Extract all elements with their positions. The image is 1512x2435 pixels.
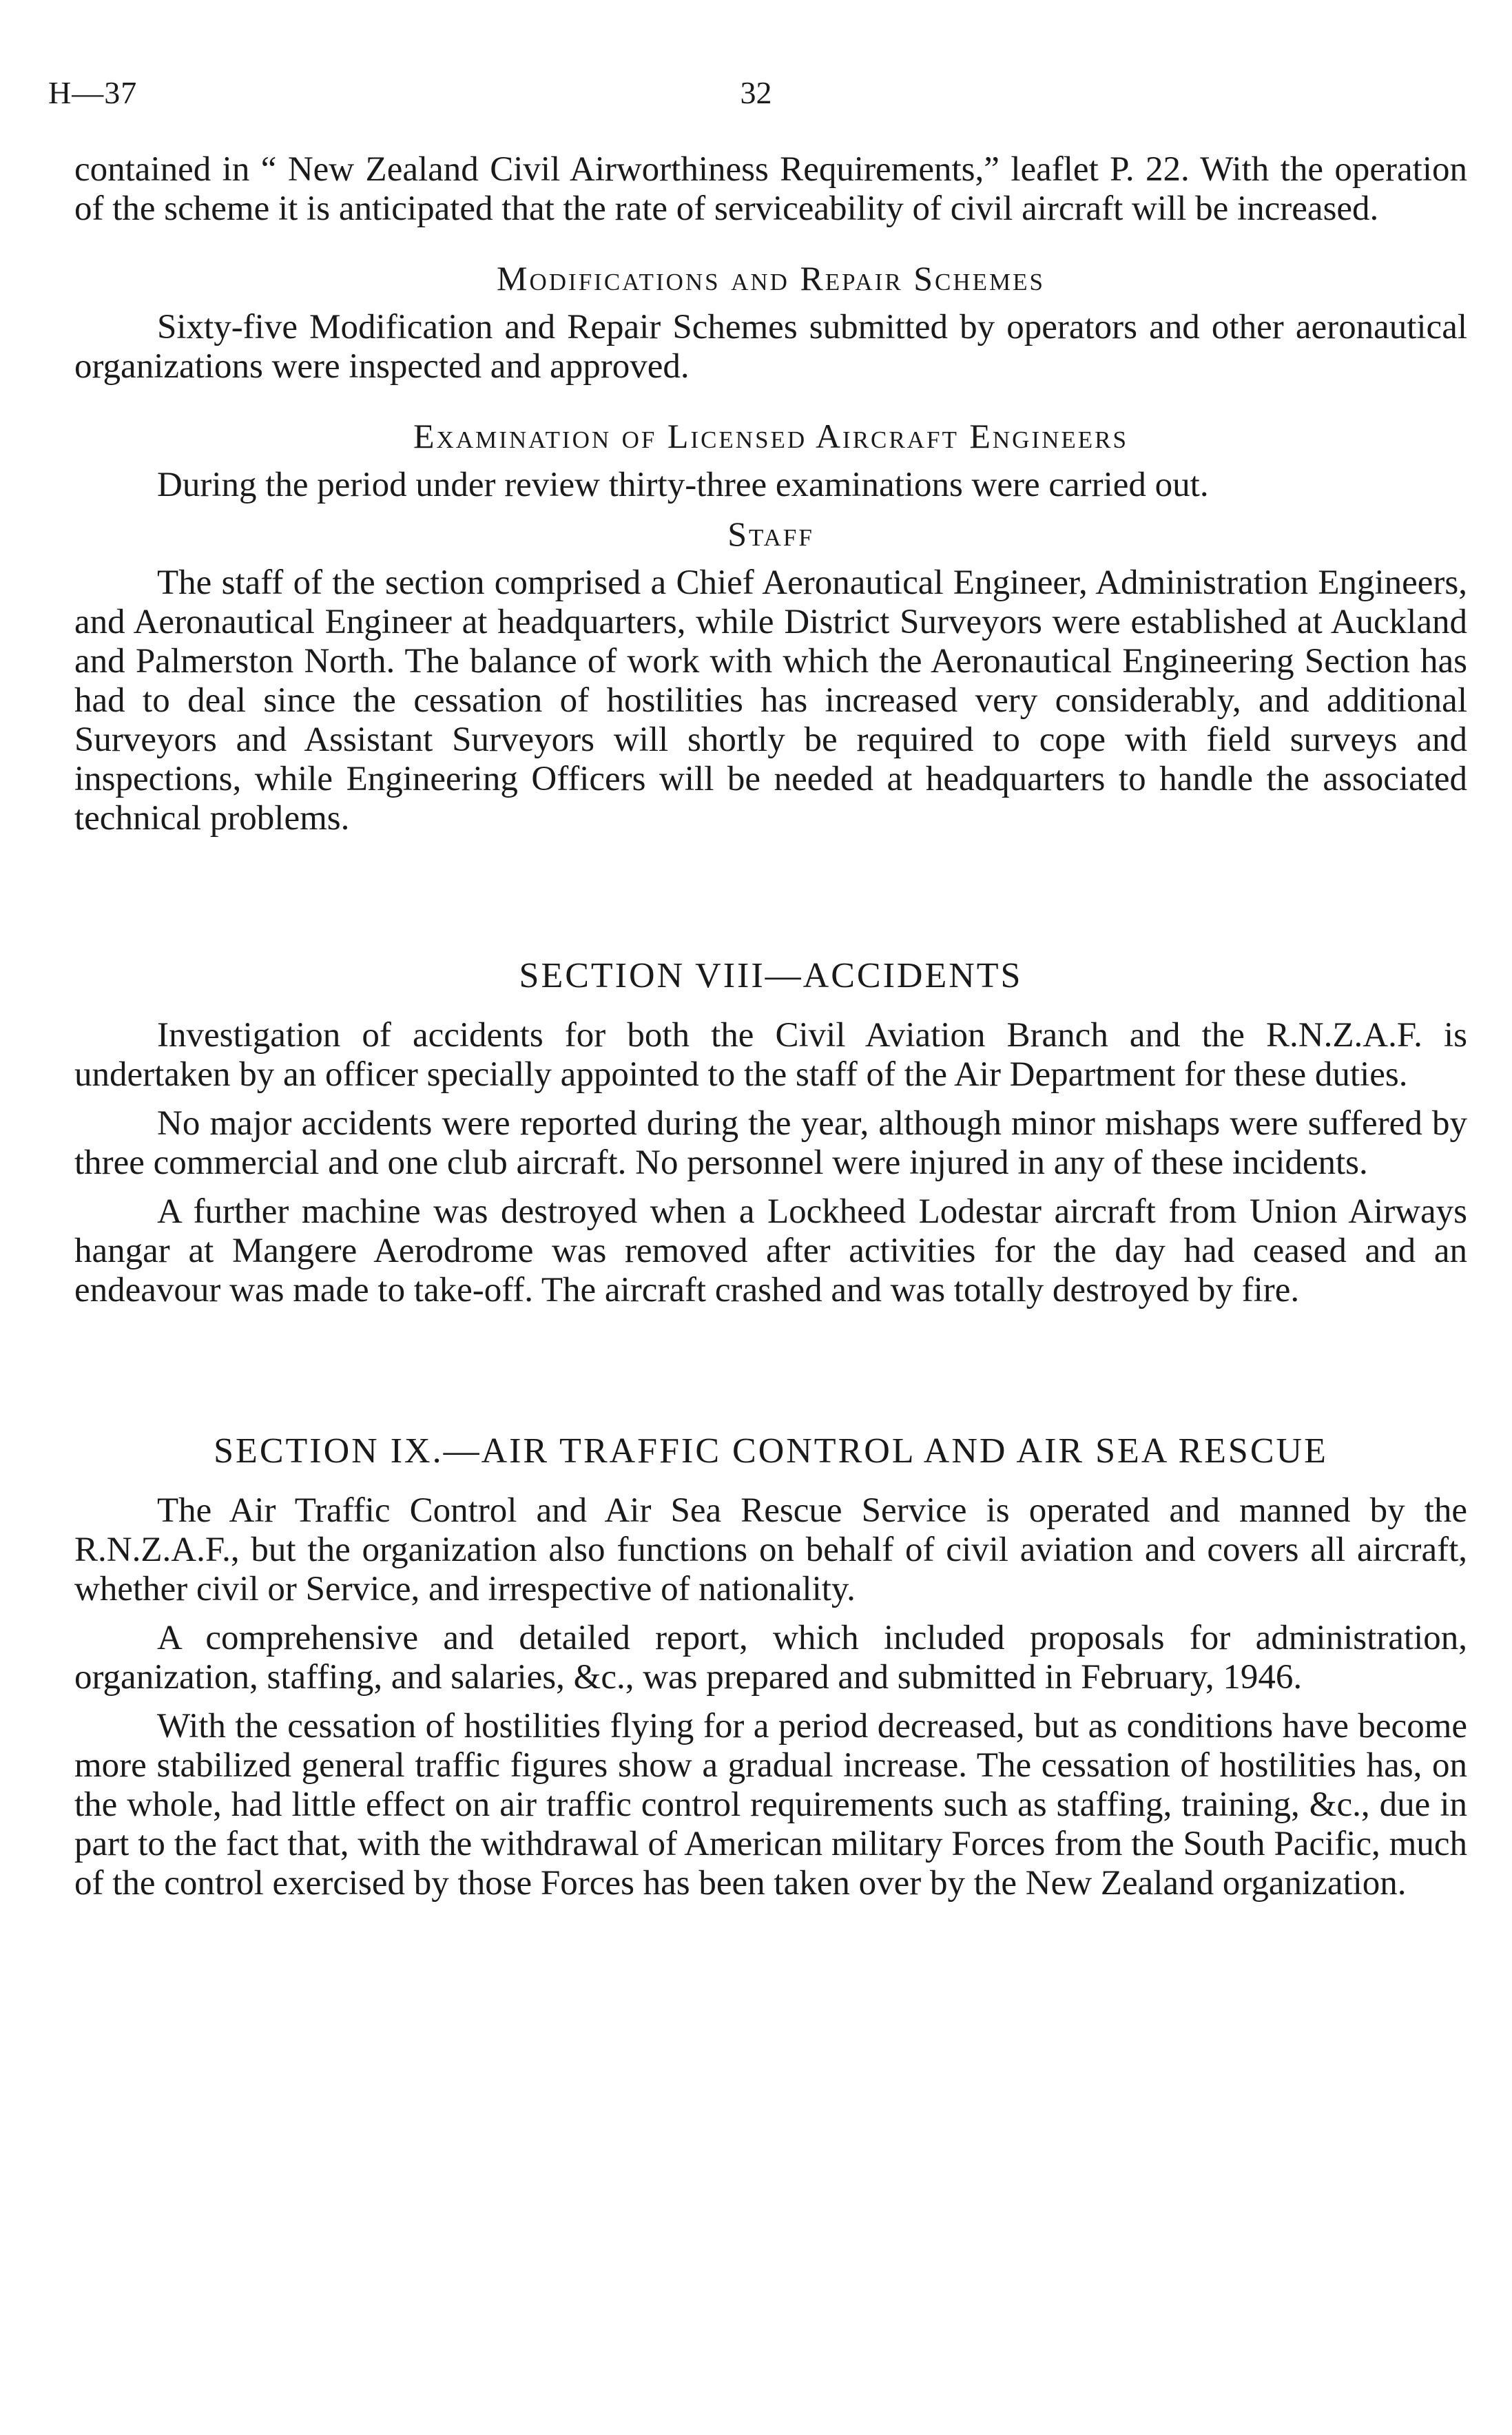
staff-heading: Staff bbox=[727, 515, 814, 553]
examination-heading: Examination of Licensed Aircraft Engineers bbox=[413, 417, 1128, 455]
staff-paragraph: The staff of the section comprised a Chief Aeronautical Engineer, Administration Engineers, and Aeronautical Engineer at headquarters, while District Surveyors were established at Auckland and Palmerston North. The balance of work with which the Aeronautical Engineering Section has had to deal since the cessation of hostilities has increased very considerably, and additional Surveyors and Assistant Surveyors will shortly be required to cope with field surveys and inspections, while Engineering Officers will be needed at headquarters to handle the associated technical problems. bbox=[74, 563, 1467, 838]
section-viii-heading: SECTION VIII—ACCIDENTS bbox=[519, 956, 1023, 995]
section-ix-paragraph-3: With the cessation of hostilities flying for a period decreased, but as conditions have become more stabilized general traffic figures show a gradual increase. The cessation of hostilities has, on the whole, had little effect on air traffic control requirements such as staffing, training, &c., due in part to the fact that, with the withdrawal of American military Forces from the South Pacific, much of the control exercised by those Forces has been taken over by the New Zealand organization. bbox=[74, 1707, 1467, 1903]
document-reference: H—37 bbox=[48, 75, 138, 110]
section-viii-paragraph-1: Investigation of accidents for both the Civil Aviation Branch and the R.N.Z.A.F. is undertaken by an officer specially appointed to the staff of the Air Department for these duties. bbox=[74, 1016, 1467, 1094]
section-viii-paragraph-3: A further machine was destroyed when a Lockheed Lodestar aircraft from Union Airways hangar at Mangere Aerodrome was removed after activities for the day had ceased and an endeavour was made to take-off. The aircraft crashed and was totally destroyed by fire. bbox=[74, 1192, 1467, 1309]
intro-paragraph: contained in “ New Zealand Civil Airworthiness Requirements,” leaflet P. 22. With the operation of the scheme it is anticipated that the rate of serviceability of civil aircraft will be increased. bbox=[74, 150, 1467, 228]
examination-paragraph: During the period under review thirty-three examinations were carried out. bbox=[157, 466, 1209, 504]
page-body bbox=[74, 150, 1467, 1903]
page-header bbox=[48, 74, 1464, 116]
section-ix-paragraph-2: A comprehensive and detailed report, which included proposals for administration, organization, staffing, and salaries, &c., was prepared and submitted in February, 1946. bbox=[74, 1619, 1467, 1697]
section-ix-paragraph-1: The Air Traffic Control and Air Sea Rescue Service is operated and manned by the R.N.Z.A.F., but the organization also functions on behalf of civil aviation and covers all aircraft, whether civil or Service, and irrespective of nationality. bbox=[74, 1491, 1467, 1608]
modifications-paragraph: Sixty-five Modification and Repair Schemes submitted by operators and other aeronautical organizations were inspected and approved. bbox=[74, 308, 1467, 386]
modifications-heading: Modifications and Repair Schemes bbox=[497, 259, 1045, 298]
section-viii-paragraph-2: No major accidents were reported during the year, although minor mishaps were suffered by three commercial and one club aircraft. No personnel were injured in any of these incidents. bbox=[74, 1104, 1467, 1182]
section-ix-heading: SECTION IX.—AIR TRAFFIC CONTROL AND AIR SEA RESCUE bbox=[214, 1431, 1328, 1471]
page-number: 32 bbox=[740, 75, 772, 110]
